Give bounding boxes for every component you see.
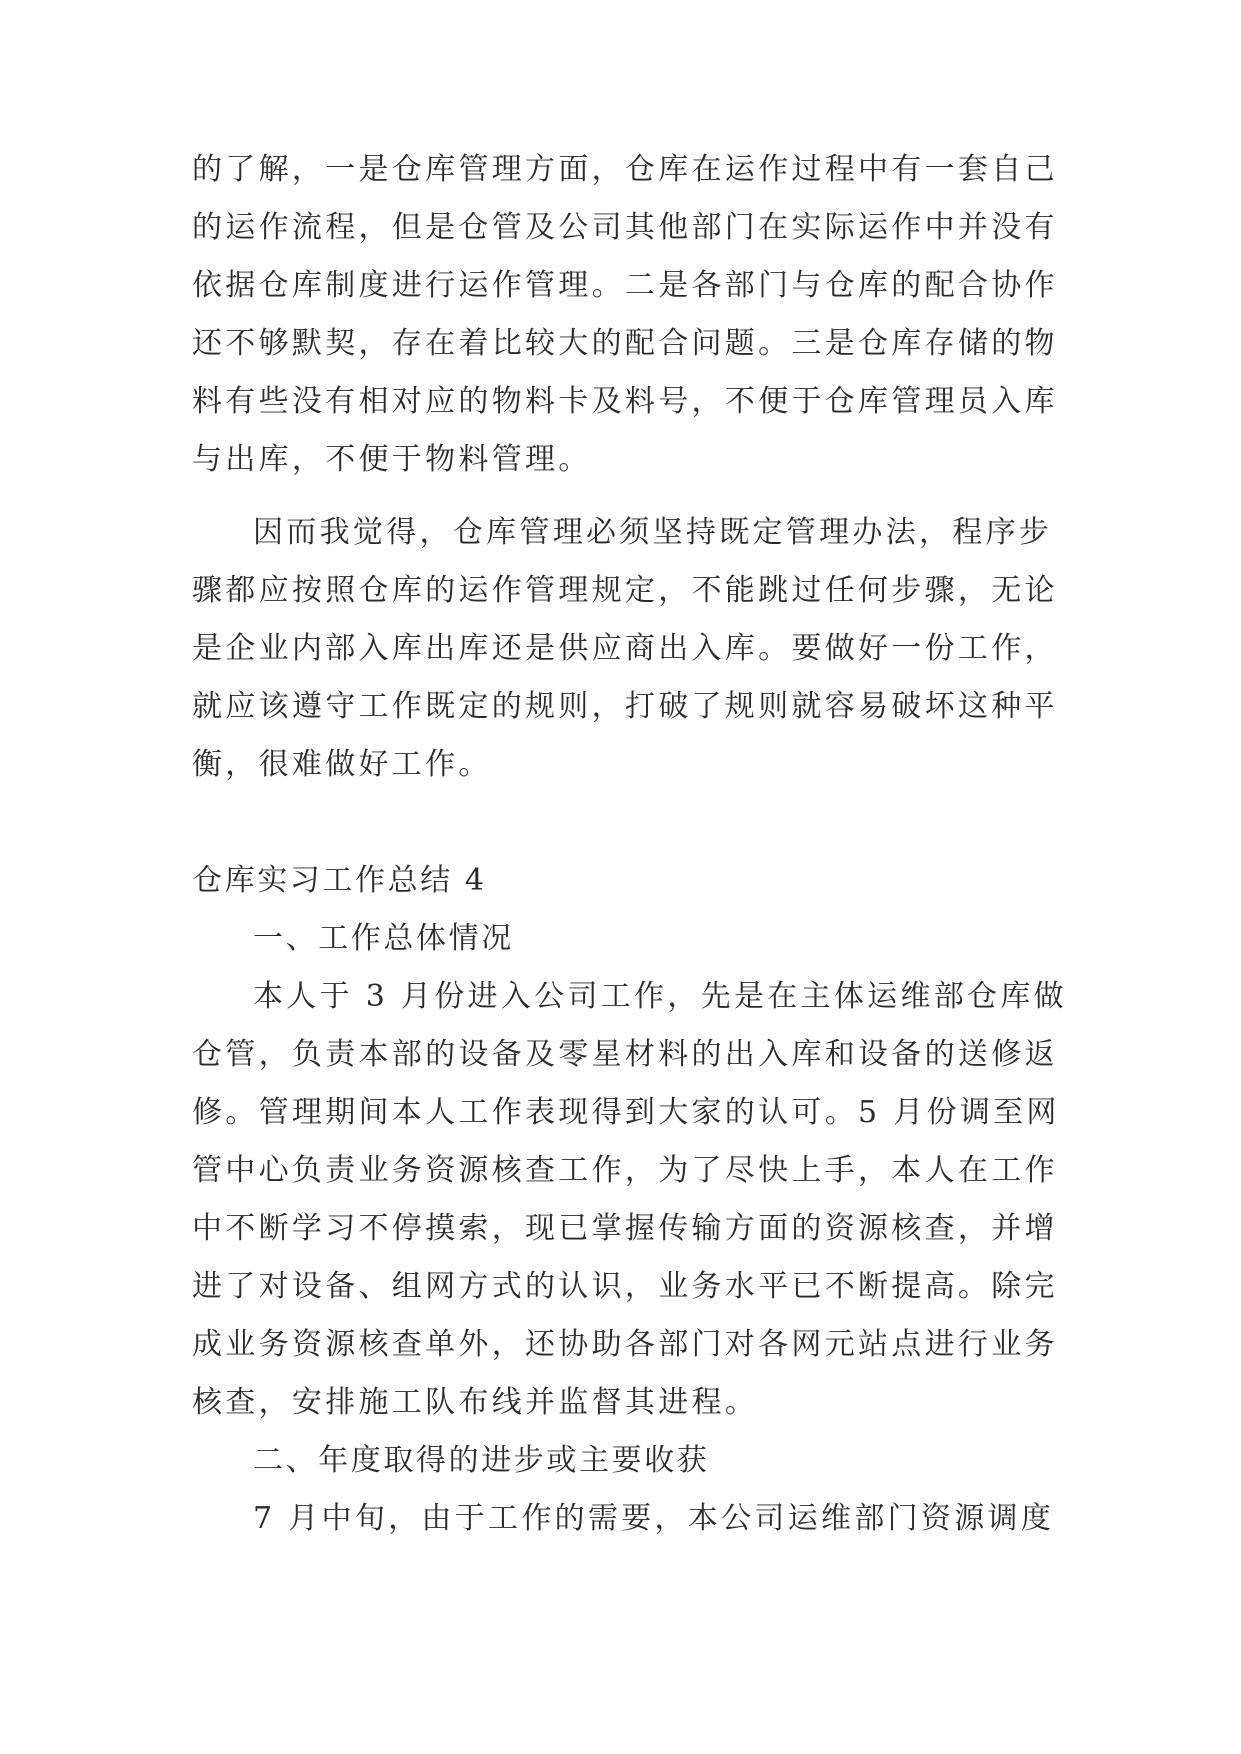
paragraph-1-line-5: 料有些没有相对应的物料卡及料号，不便于仓库管理员入库 bbox=[192, 384, 1058, 419]
subheading-annual-progress: 二、年度取得的进步或主要收获 bbox=[253, 1443, 710, 1478]
paragraph-2-line-2: 骤都应按照仓库的运作管理规定，不能跳过任何步骤，无论 bbox=[192, 573, 1058, 608]
paragraph-2-line-1: 因而我觉得，仓库管理必须坚持既定管理办法，程序步 bbox=[253, 515, 1053, 550]
paragraph-3-line-7: 成业务资源核查单外，还协助各部门对各网元站点进行业务 bbox=[192, 1327, 1058, 1362]
paragraph-3-line-2: 仓管，负责本部的设备及零星材料的出入库和设备的送修返 bbox=[192, 1037, 1058, 1072]
paragraph-3-line-6: 进了对设备、组网方式的认识，业务水平已不断提高。除完 bbox=[192, 1269, 1058, 1304]
paragraph-4-line-1: 7 月中旬，由于工作的需要，本公司运维部门资源调度 bbox=[253, 1501, 1055, 1536]
paragraph-3-line-3: 修。管理期间本人工作表现得到大家的认可。5 月份调至网 bbox=[192, 1095, 1060, 1130]
subheading-work-overview: 一、工作总体情况 bbox=[253, 921, 514, 956]
paragraph-1-line-6: 与出库，不便于物料管理。 bbox=[192, 442, 592, 477]
paragraph-3-line-1: 本人于 3 月份进入公司工作，先是在主体运维部仓库做 bbox=[253, 979, 1067, 1014]
paragraph-2-line-3: 是企业内部入库出库还是供应商出入库。要做好一份工作， bbox=[192, 631, 1058, 666]
section-title: 仓库实习工作总结 4 bbox=[192, 863, 487, 898]
paragraph-3-line-4: 管中心负责业务资源核查工作，为了尽快上手，本人在工作 bbox=[192, 1153, 1058, 1188]
paragraph-1-line-3: 依据仓库制度进行运作管理。二是各部门与仓库的配合协作 bbox=[192, 268, 1058, 303]
paragraph-3-line-8: 核查，安排施工队布线并监督其进程。 bbox=[192, 1385, 759, 1420]
paragraph-1-line-4: 还不够默契，存在着比较大的配合问题。三是仓库存储的物 bbox=[192, 326, 1058, 361]
paragraph-2-line-5: 衡，很难做好工作。 bbox=[192, 747, 492, 782]
paragraph-1-line-1: 的了解，一是仓库管理方面，仓库在运作过程中有一套自己 bbox=[192, 152, 1058, 187]
paragraph-3-line-5: 中不断学习不停摸索，现已掌握传输方面的资源核查，并增 bbox=[192, 1211, 1058, 1246]
paragraph-2-line-4: 就应该遵守工作既定的规则，打破了规则就容易破坏这种平 bbox=[192, 689, 1058, 724]
paragraph-1-line-2: 的运作流程，但是仓管及公司其他部门在实际运作中并没有 bbox=[192, 210, 1058, 245]
